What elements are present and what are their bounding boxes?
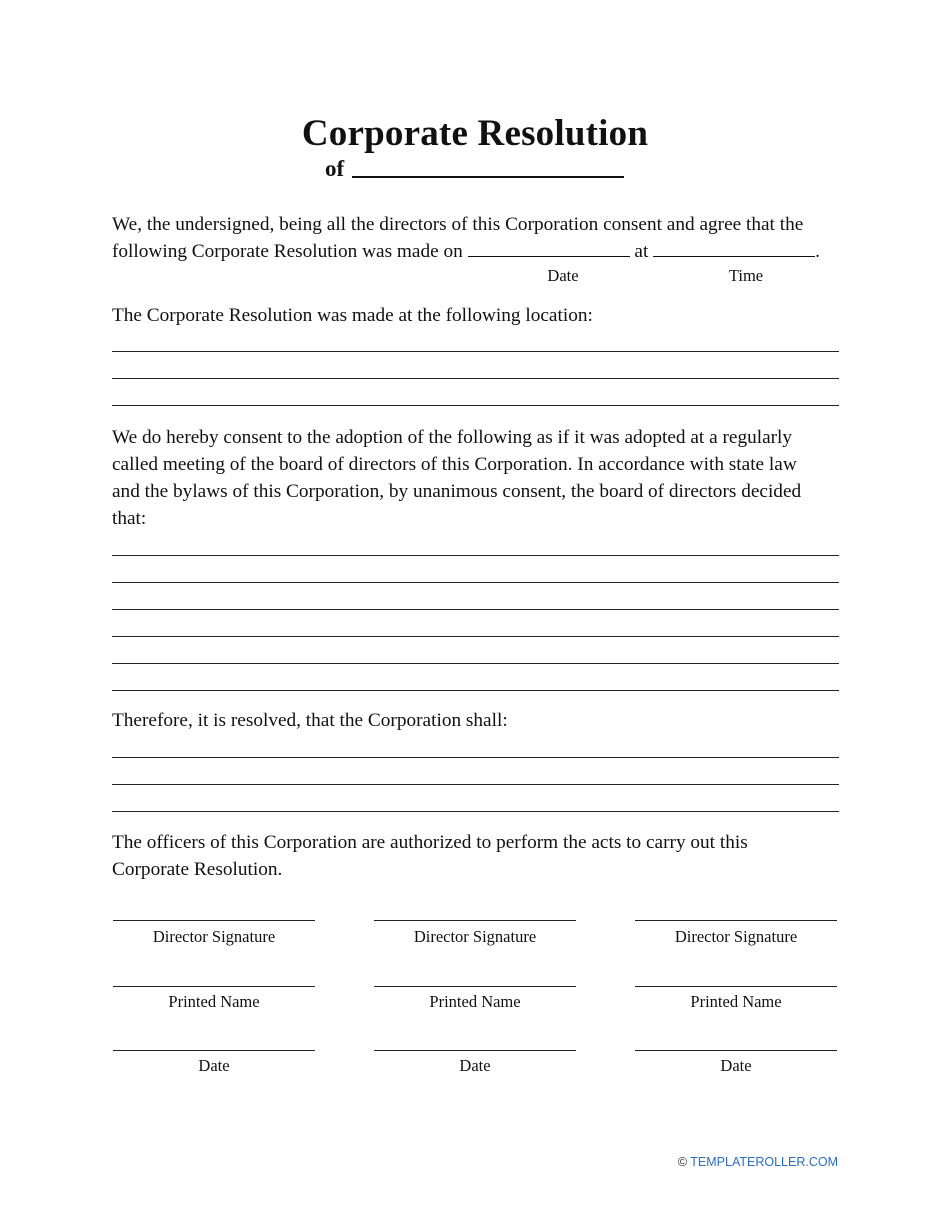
consent-line: and the bylaws of this Corporation, by unanimous consent, the board of directors decided [112,481,802,502]
director-signature-line[interactable] [113,920,315,921]
decision-line[interactable] [112,636,839,637]
subtitle-prefix: of [325,156,345,181]
consent-line: called meeting of the board of directors of this Corporation. In accordance with state law [112,454,797,475]
location-line[interactable] [112,405,839,406]
signature-date-line[interactable] [374,1050,576,1051]
signature-date-line[interactable] [635,1050,837,1051]
director-signature-label: Director Signature [674,927,798,946]
document-title: Corporate Resolution [301,113,649,154]
resolution-date-field[interactable] [468,238,630,257]
printed-name-label: Printed Name [690,992,782,1011]
copyright-symbol: © [677,1155,688,1169]
signature-date-label: Date [459,1056,491,1075]
intro-line-2-end: . [815,241,820,262]
resolved-text: Therefore, it is resolved, that the Corporation shall: [112,710,508,731]
location-line[interactable] [112,378,839,379]
decision-line[interactable] [112,690,839,691]
time-caption: Time [728,266,764,285]
officers-line: Corporate Resolution. [112,859,283,880]
director-signature-label: Director Signature [152,927,276,946]
location-line[interactable] [112,351,839,352]
printed-name-line[interactable] [635,986,837,987]
consent-line: We do hereby consent to the adoption of the following as if it was adopted at a regularly [112,427,793,448]
printed-name-label: Printed Name [429,992,521,1011]
decision-line[interactable] [112,609,839,610]
intro-line-2 [112,238,840,265]
consent-line: that: [112,508,147,529]
officers-line: The officers of this Corporation are authorized to perform the acts to carry out this [112,832,748,853]
decision-line[interactable] [112,582,839,583]
consent-paragraph [112,424,840,532]
decision-line[interactable] [112,555,839,556]
corporation-name-field[interactable] [352,154,624,178]
templateroller-link[interactable]: TEMPLATEROLLER.COM [690,1155,838,1169]
intro-line-2-prefix: following Corporate Resolution was made on [112,241,463,262]
printed-name-line[interactable] [374,986,576,987]
document-subtitle [325,154,624,184]
location-text: The Corporate Resolution was made at the following location: [112,305,593,326]
officers-paragraph [112,829,840,883]
director-signature-line[interactable] [374,920,576,921]
footer-credit [678,1155,838,1169]
signature-date-label: Date [720,1056,752,1075]
intro-paragraph [112,211,840,265]
decision-line[interactable] [112,663,839,664]
resolved-line[interactable] [112,784,839,785]
intro-line-2-at: at [634,241,649,262]
printed-name-label: Printed Name [168,992,260,1011]
printed-name-line[interactable] [113,986,315,987]
resolution-time-field[interactable] [653,238,815,257]
director-signature-label: Director Signature [413,927,537,946]
intro-line-1: We, the undersigned, being all the directors of this Corporation consent and agree that the [112,214,804,235]
resolved-line[interactable] [112,811,839,812]
signature-date-label: Date [198,1056,230,1075]
date-caption: Date [547,266,579,285]
signature-date-line[interactable] [113,1050,315,1051]
director-signature-line[interactable] [635,920,837,921]
resolved-line[interactable] [112,757,839,758]
